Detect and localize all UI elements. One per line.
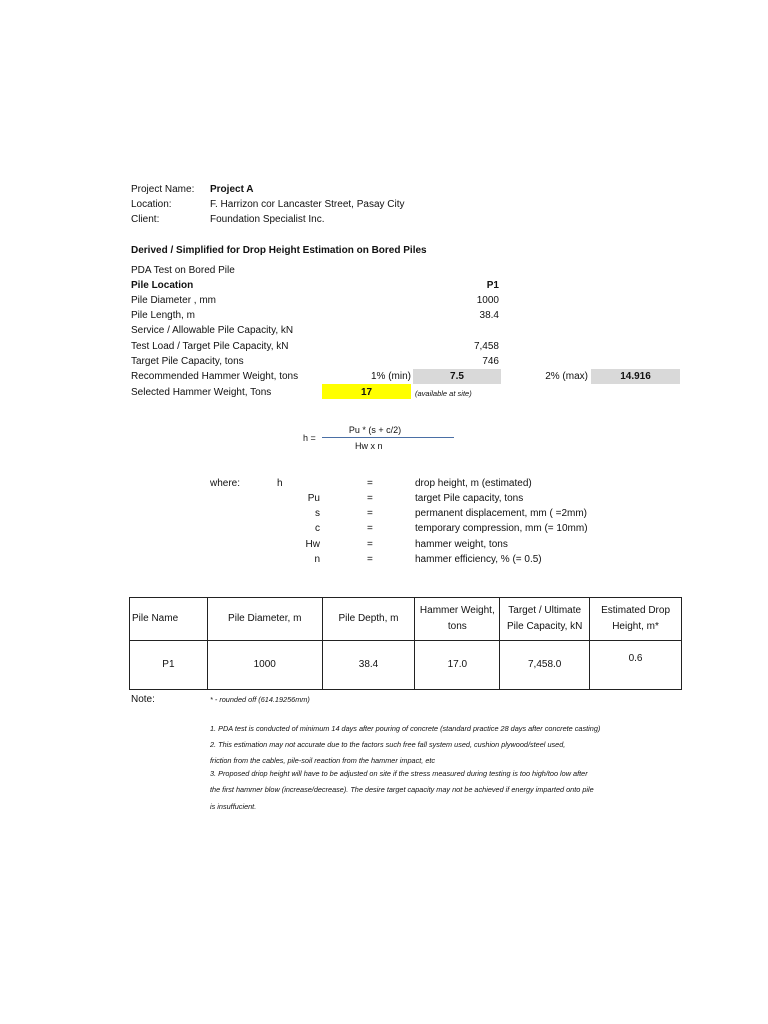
- formula-denominator: Hw x n: [355, 441, 383, 451]
- where-eq: =: [367, 539, 373, 550]
- location-value: F. Harrizon cor Lancaster Street, Pasay City: [210, 199, 405, 210]
- min-label: 1% (min): [370, 371, 411, 382]
- target-tons-label: Target Pile Capacity, tons: [131, 356, 244, 367]
- header-target-line1: Target / Ultimate: [508, 605, 582, 616]
- note-2b: friction from the cables, pile-soil reaction from the hammer impact, etc: [210, 756, 436, 765]
- where-desc-n: hammer efficiency, % (= 0.5): [415, 554, 542, 565]
- selected-label: Selected Hammer Weight, Tons: [131, 387, 272, 398]
- where-desc-s: permanent displacement, mm ( =2mm): [415, 508, 588, 519]
- formula-numerator: Pu * (s + c/2): [348, 425, 402, 435]
- cell-hammer: 17.0: [415, 641, 500, 690]
- note-1: 1. PDA test is conducted of minimum 14 days after pouring of concrete (standard practice 28 days after concrete casting): [210, 724, 601, 733]
- where-sym-hw: Hw: [305, 539, 320, 550]
- length-label: Pile Length, m: [131, 310, 195, 321]
- client-value: Foundation Specialist Inc.: [210, 214, 325, 225]
- note-3a: 3. Proposed driop height will have to be adjusted on site if the stress measured during testing is too high/too low after: [210, 769, 588, 778]
- recommended-label: Recommended Hammer Weight, tons: [131, 371, 299, 382]
- pile-location-label: Pile Location: [131, 280, 194, 291]
- where-eq: =: [367, 523, 373, 534]
- where-sym-s: s: [315, 508, 320, 519]
- cell-pile-name: P1: [130, 641, 208, 690]
- subtitle: PDA Test on Bored Pile: [131, 265, 235, 276]
- diameter-label: Pile Diameter , mm: [131, 295, 217, 306]
- header-target: [500, 598, 590, 641]
- where-sym-h: h: [277, 478, 283, 489]
- cell-drop: 0.6: [590, 641, 682, 690]
- target-tons-value: 746: [482, 356, 499, 367]
- header-diameter: Pile Diameter, m: [207, 598, 322, 641]
- where-label: where:: [210, 478, 241, 489]
- min-value: 7.5: [450, 371, 464, 382]
- test-load-label: Test Load / Target Pile Capacity, kN: [131, 341, 289, 352]
- length-value: 38.4: [479, 310, 499, 321]
- table-header-row: [130, 598, 682, 641]
- available-note: (available at site): [415, 389, 472, 398]
- where-desc-c: temporary compression, mm (= 10mm): [415, 523, 588, 534]
- where-sym-n: n: [314, 554, 320, 565]
- header-depth: Pile Depth, m: [322, 598, 415, 641]
- client-label: Client:: [131, 214, 160, 225]
- where-desc-pu: target Pile capacity, tons: [415, 493, 524, 504]
- formula-fraction-line: [322, 437, 454, 438]
- note-label: Note:: [131, 694, 155, 705]
- note-3b: the first hammer blow (increase/decrease). The desire target capacity may not be achieved if energy imparted onto pile: [210, 785, 594, 794]
- selected-value: 17: [360, 387, 373, 398]
- where-sym-pu: Pu: [307, 493, 320, 504]
- header-pile-name: Pile Name: [130, 598, 208, 641]
- cell-target: 7,458.0: [500, 641, 590, 690]
- header-drop-line1: Estimated Drop: [601, 605, 671, 616]
- where-eq: =: [367, 554, 373, 565]
- test-load-value: 7,458: [473, 341, 499, 352]
- project-name-value: Project A: [210, 184, 254, 195]
- cell-diameter: 1000: [207, 641, 322, 690]
- header-drop-line2: Height, m*: [612, 621, 659, 632]
- where-eq: =: [367, 478, 373, 489]
- project-name-label: Project Name:: [131, 184, 195, 195]
- service-label: Service / Allowable Pile Capacity, kN: [131, 325, 294, 336]
- diameter-value: 1000: [476, 295, 499, 306]
- where-desc-hw: hammer weight, tons: [415, 539, 508, 550]
- header-hammer: [415, 598, 500, 641]
- header-hammer-line2: tons: [447, 621, 467, 632]
- section-title: Derived / Simplified for Drop Height Estimation on Bored Piles: [131, 245, 427, 256]
- where-desc-h: drop height, m (estimated): [415, 478, 532, 489]
- cell-depth: 38.4: [322, 641, 415, 690]
- where-sym-c: c: [315, 523, 320, 534]
- location-label: Location:: [131, 199, 172, 210]
- header-drop: [590, 598, 682, 641]
- where-eq: =: [367, 508, 373, 519]
- header-hammer-line1: Hammer Weight,: [419, 605, 495, 616]
- results-table: [129, 597, 682, 690]
- note-rounded: * - rounded off (614.19256mm): [210, 695, 310, 704]
- max-value: 14.916: [620, 371, 651, 382]
- note-3c: is insuffucient.: [210, 802, 257, 811]
- header-target-line2: Pile Capacity, kN: [506, 621, 583, 632]
- pile-location-value: P1: [486, 280, 499, 291]
- where-eq: =: [367, 493, 373, 504]
- formula-lhs: h =: [303, 433, 316, 443]
- table-row: [130, 641, 682, 690]
- note-2a: 2. This estimation may not accurate due to the factors such free fall system used, cushion plywood/steel used,: [210, 740, 566, 749]
- max-label: 2% (max): [545, 371, 588, 382]
